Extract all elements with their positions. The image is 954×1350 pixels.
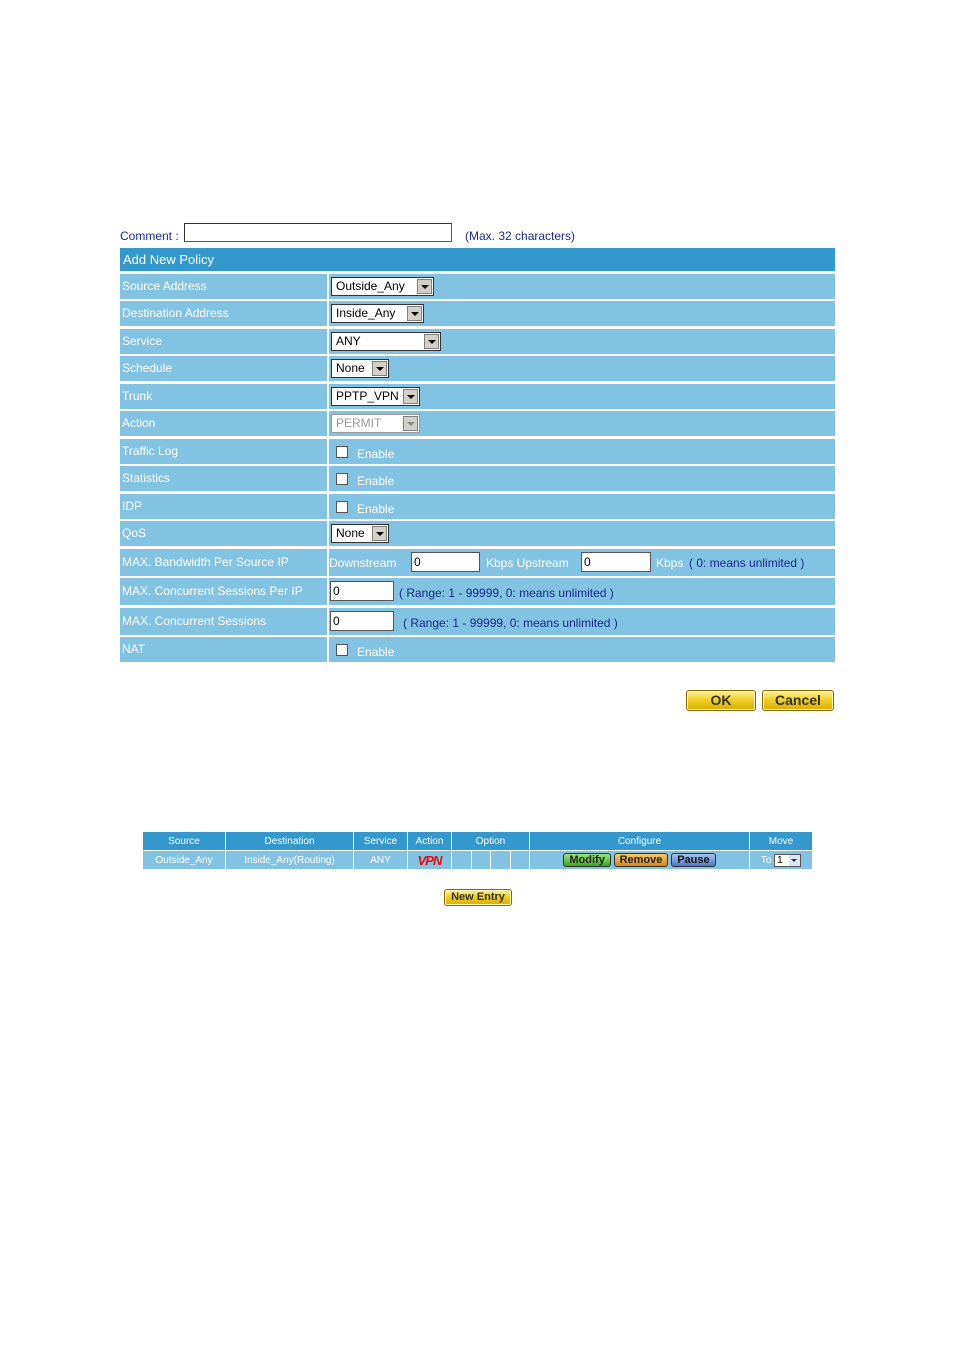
statistics-label: Statistics (122, 471, 171, 485)
action-select (331, 414, 420, 433)
max-sessions-input[interactable] (330, 611, 394, 631)
chevron-down-icon[interactable] (424, 334, 439, 349)
traffic-log-checkbox[interactable] (336, 446, 348, 458)
row-configure (530, 851, 750, 870)
chevron-down-icon[interactable] (403, 389, 418, 404)
chevron-down-icon[interactable] (372, 526, 387, 541)
qos-value: None (336, 526, 365, 540)
source-address-select[interactable] (331, 277, 434, 296)
trunk-row (120, 384, 835, 409)
upstream-input[interactable] (581, 552, 651, 572)
statistics-row (120, 466, 835, 491)
schedule-value: None (336, 361, 365, 375)
row-option-1 (452, 851, 472, 870)
upstream-label: Kbps Upstream (486, 555, 569, 570)
schedule-label: Schedule (122, 361, 173, 375)
trunk-value: PPTP_VPN (336, 388, 399, 403)
cancel-button[interactable]: Cancel (762, 690, 834, 711)
destination-address-value: Inside_Any (336, 306, 396, 320)
chevron-down-icon[interactable] (417, 279, 432, 294)
downstream-label: Downstream (329, 555, 397, 570)
service-row (120, 329, 835, 354)
chevron-down-icon[interactable] (789, 855, 800, 866)
col-source: Source (143, 832, 226, 851)
statistics-enable-label: Enable (357, 474, 395, 488)
row-service: ANY (354, 851, 408, 870)
new-entry-button[interactable]: New Entry (444, 889, 512, 906)
idp-label: IDP (122, 498, 143, 513)
move-select[interactable] (774, 854, 801, 867)
schedule-select[interactable] (331, 359, 389, 378)
col-destination: Destination (226, 832, 354, 851)
nat-label: NAT (122, 642, 146, 656)
policy-table (142, 831, 813, 870)
action-label: Action (122, 416, 156, 430)
qos-select[interactable] (331, 524, 389, 543)
comment-input[interactable] (184, 223, 452, 242)
downstream-input[interactable] (411, 552, 480, 572)
comment-hint: (Max. 32 characters) (465, 229, 576, 243)
bandwidth-hint: ( 0: means unlimited ) (689, 555, 805, 570)
max-sessions-per-ip-label: MAX. Concurrent Sessions Per IP (122, 584, 303, 598)
col-move: Move (750, 832, 813, 851)
destination-address-row (120, 301, 835, 326)
statistics-checkbox[interactable] (336, 473, 348, 485)
action-row (120, 411, 835, 436)
qos-label: QoS (122, 526, 147, 540)
row-action (408, 851, 452, 870)
schedule-row (120, 356, 835, 381)
nat-checkbox[interactable] (336, 644, 348, 656)
pause-button[interactable]: Pause (671, 853, 715, 867)
source-address-label: Source Address (122, 278, 207, 293)
service-value: ANY (336, 333, 361, 348)
qos-row (120, 521, 835, 546)
source-address-value: Outside_Any (336, 278, 405, 293)
modify-button[interactable]: Modify (563, 853, 610, 867)
row-destination: Inside_Any(Routing) (226, 851, 354, 870)
idp-row (120, 494, 835, 519)
move-value: 1 (777, 854, 783, 866)
traffic-log-label: Traffic Log (122, 443, 179, 458)
max-sessions-per-ip-input[interactable] (330, 581, 394, 601)
upstream-unit-label: Kbps (656, 555, 684, 570)
traffic-log-enable-label: Enable (357, 446, 395, 461)
vpn-icon: VPN (417, 852, 442, 868)
move-to-label: To (760, 854, 772, 866)
max-bandwidth-row (120, 549, 835, 576)
idp-checkbox[interactable] (336, 501, 348, 513)
row-option-4 (510, 851, 530, 870)
chevron-down-icon[interactable] (407, 306, 422, 321)
chevron-down-icon[interactable] (372, 361, 387, 376)
idp-enable-label: Enable (357, 501, 395, 516)
form-title: Add New Policy (120, 248, 835, 271)
comment-label: Comment : (120, 229, 179, 243)
policy-table-header (143, 832, 813, 851)
action-value: PERMIT (336, 416, 382, 430)
max-sessions-hint: ( Range: 1 - 99999, 0: means unlimited ) (403, 615, 618, 630)
trunk-select[interactable] (331, 387, 420, 406)
max-sessions-per-ip-hint: ( Range: 1 - 99999, 0: means unlimited ) (399, 586, 614, 600)
row-move (750, 851, 813, 870)
nat-row (120, 637, 835, 662)
trunk-label: Trunk (122, 388, 153, 403)
traffic-log-row (120, 439, 835, 464)
remove-button[interactable]: Remove (614, 853, 669, 867)
max-sessions-per-ip-row (120, 578, 835, 605)
row-option-2 (471, 851, 491, 870)
max-sessions-label: MAX. Concurrent Sessions (122, 613, 267, 628)
service-select[interactable] (331, 332, 441, 351)
ok-button[interactable]: OK (686, 690, 756, 711)
table-row (143, 851, 813, 870)
add-policy-form (120, 248, 835, 662)
destination-address-select[interactable] (331, 304, 424, 323)
max-bandwidth-label: MAX. Bandwidth Per Source IP (122, 554, 289, 569)
service-label: Service (122, 333, 163, 348)
chevron-down-icon (403, 416, 418, 431)
source-address-row (120, 274, 835, 299)
row-option-3 (491, 851, 511, 870)
nat-enable-label: Enable (357, 645, 395, 659)
row-source: Outside_Any (143, 851, 226, 870)
col-configure: Configure (530, 832, 750, 851)
col-service: Service (354, 832, 408, 851)
col-action: Action (408, 832, 452, 851)
max-sessions-row (120, 608, 835, 635)
col-option: Option (452, 832, 530, 851)
destination-address-label: Destination Address (122, 306, 229, 320)
